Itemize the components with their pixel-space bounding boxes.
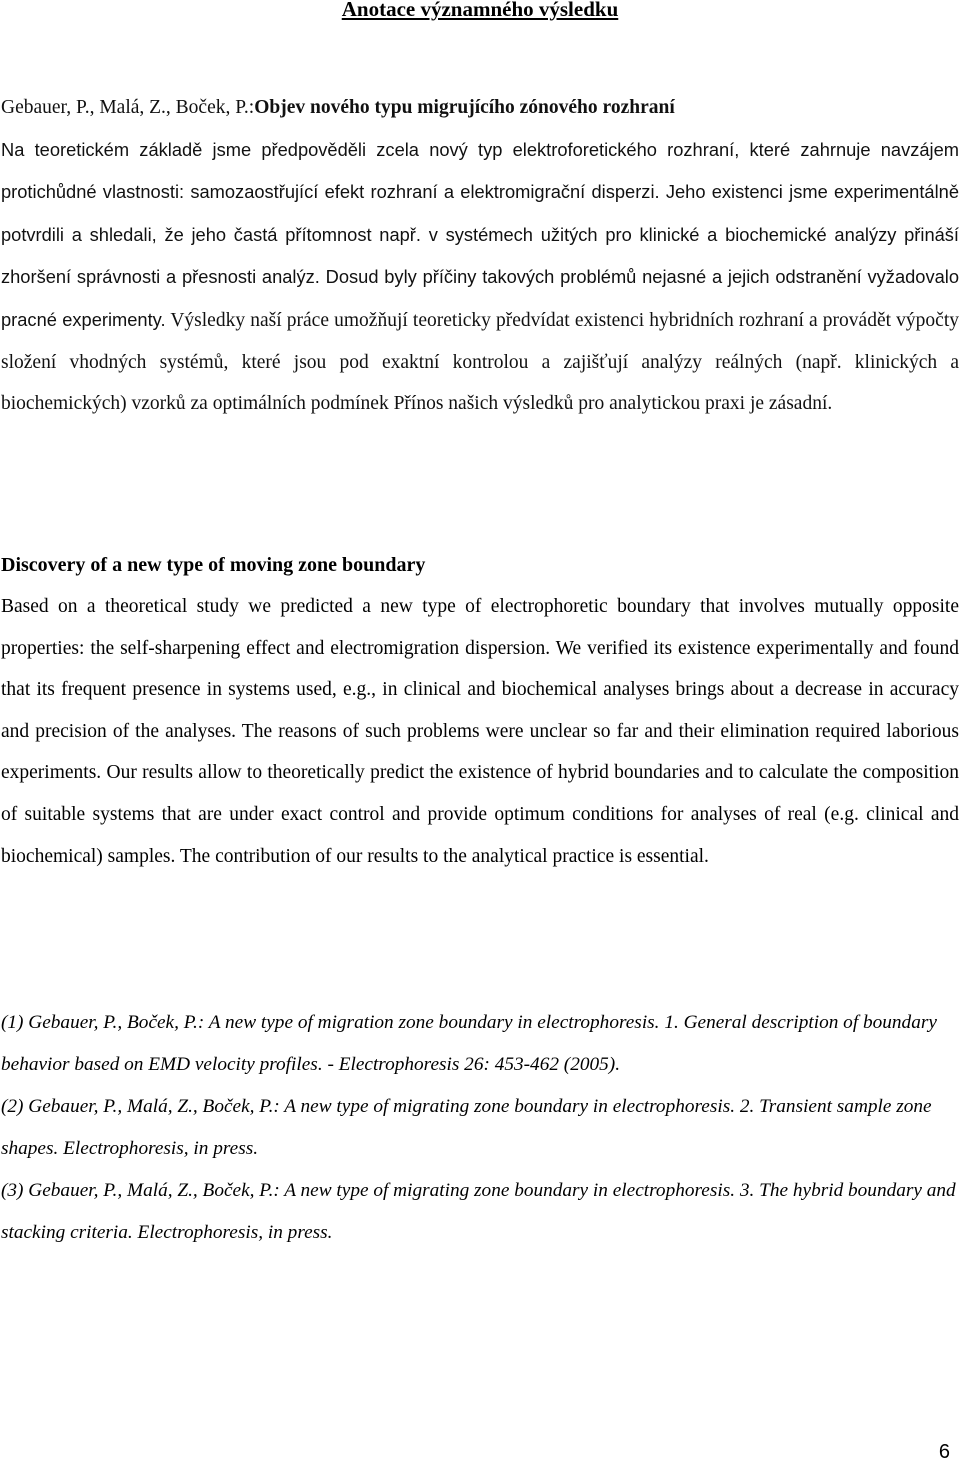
czech-body: Na teoretickém základě jsme předpověděli zcela nový typ elektroforetického rozhraní, které zahrnuje navzájem protichůdné vlastnosti: samozaostřující efekt rozhraní a elektromigrační disperzi. Jeho existenci jsme experimentálně potvrdili a shledali, že jeho častá přítomnost např. v systémech užitých pro klinické a biochemické analýzy přináší zhoršení správnosti a přesnosti analýz. Dosud byly příčiny takových problémů nejasné a jejich odstranění vyžadovalo pracné experimenty.: [1, 138, 959, 330]
reference-item: (3) Gebauer, P., Malá, Z., Boček, P.: A new type of migrating zone boundary in electrophoresis. 3. The hybrid boundary and stacking criteria. Electrophoresis, in press.: [1, 1180, 956, 1243]
czech-authors: Gebauer, P., Malá, Z., Boček, P.:: [1, 97, 255, 118]
reference-item: (2) Gebauer, P., Malá, Z., Boček, P.: A new type of migrating zone boundary in electrophoresis. 2. Transient sample zone shapes. Electrophoresis, in press.: [1, 1096, 932, 1159]
english-body: Based on a theoretical study we predicted a new type of electrophoretic boundary that involves mutually opposite properties: the self-sharpening effect and electromigration dispersion. We verified its existence experimentally and found that its frequent presence in systems used, e.g., in clinical and biochemical analyses brings about a decrease in accuracy and precision of the analyses. The reasons of such problems were unclear so far and their elimination required laborious experiments.: [1, 596, 959, 784]
czech-title: Objev nového typu migrujícího zónového rozhraní: [254, 97, 675, 118]
reference-list: [1, 1002, 959, 1254]
czech-body-continued: Výsledky naší práce umožňují teoreticky předvídat existenci hybridních rozhraní a provádět výpočty složení vhodných systémů, které jsou pod exaktní kontrolou a zajišťují analýzy reálných (např. klinických a biochemických) vzorků za optimálních podmínek Přínos našich výsledků pro analytickou praxi je zásadní.: [1, 309, 959, 415]
reference-item: (1) Gebauer, P., Boček, P.: A new type of migration zone boundary in electrophoresis. 1. General description of boundary behavior based on EMD velocity profiles. - Electrophoresis 26: 453-462 (2005).: [1, 1012, 937, 1075]
czech-annotation: [1, 87, 959, 425]
english-title: Discovery of a new type of moving zone boundary: [1, 554, 426, 576]
english-body-continued: Our results allow to theoretically predict the existence of hybrid boundaries and to calculate the composition of suitable systems that are under exact control and provide optimum conditions for analyses of real (e.g. clinical and biochemical) samples. The contribution of our results to the analytical practice is essential.: [1, 762, 960, 867]
english-annotation: [1, 586, 959, 877]
page-number: 6: [938, 1441, 950, 1463]
page-heading: Anotace významného výsledku: [341, 0, 619, 21]
